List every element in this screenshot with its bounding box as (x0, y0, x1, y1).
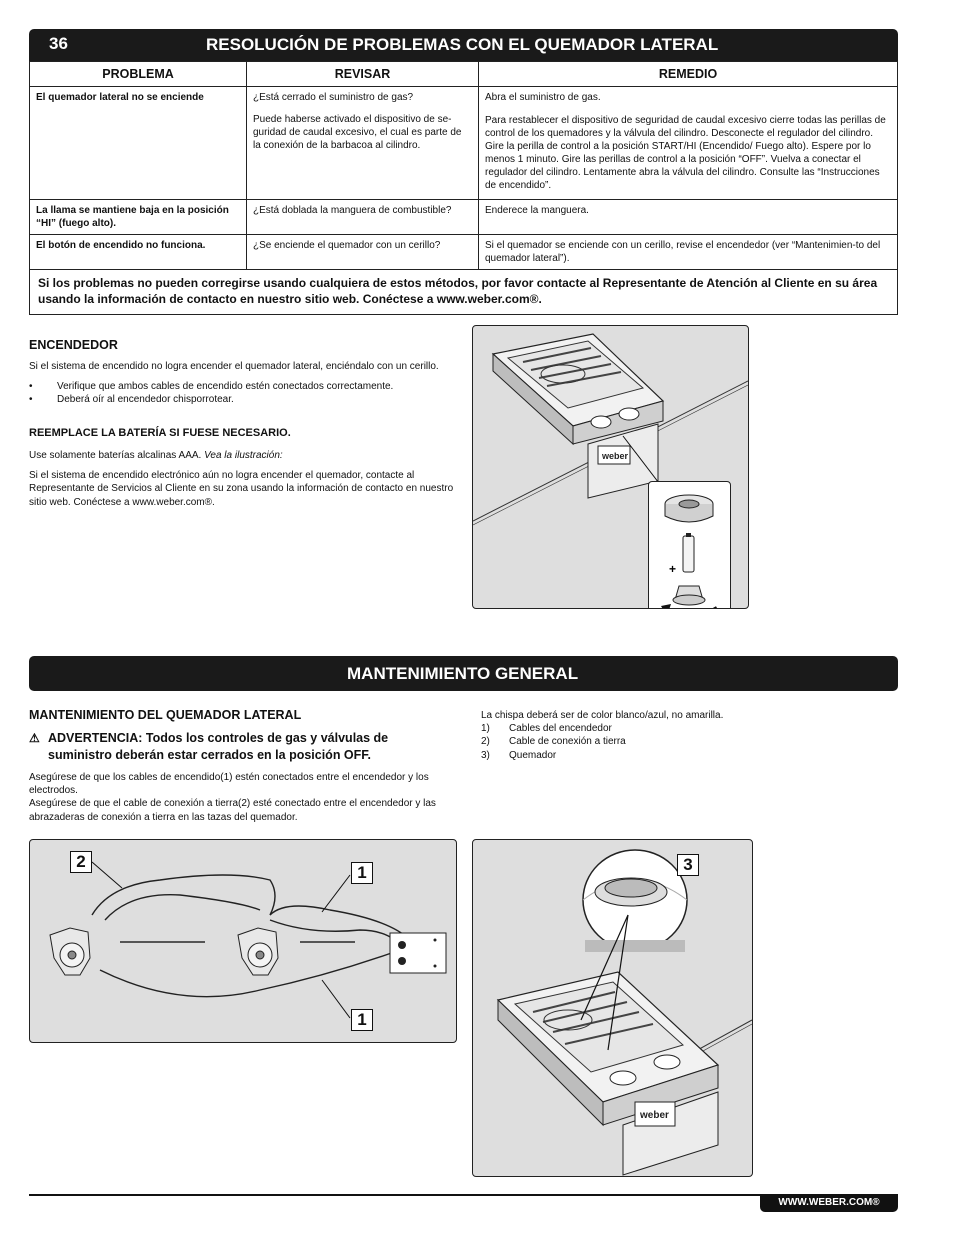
battery-heading: REEMPLACE LA BATERÍA SI FUESE NECESARIO. (29, 427, 291, 439)
table-row (30, 200, 898, 235)
header-bar (29, 29, 898, 61)
encendedor-body (29, 360, 454, 407)
column-header-revisar: REVISAR (247, 62, 479, 87)
encendedor-checklist (29, 380, 454, 406)
check-cell: ¿Se enciende el quemador con un cerillo? (247, 235, 479, 270)
page-title: RESOLUCIÓN DE PROBLEMAS CON EL QUEMADOR LATERAL (206, 35, 719, 54)
warning-icon: ⚠ (29, 731, 40, 745)
check-text: ¿Está cerrado el suministro de gas? (253, 92, 414, 104)
list-number: 3) (481, 749, 490, 761)
troubleshooting-table (29, 61, 898, 315)
check-cell (247, 87, 479, 200)
maintenance-body (29, 771, 459, 824)
table-row (30, 235, 898, 270)
contact-text: Si el sistema de encendido electrónico aún no logra encender el quemador, contacte al Representante de Servicios al Cliente en su zona usando la información de contacto en nuestro sitio web. Conéctese a www.weber.com®. (29, 470, 454, 508)
burner-figure (472, 839, 753, 1177)
list-item: • Deberá oír al encendedor chisporrotear. (29, 393, 454, 406)
table-row (30, 87, 898, 200)
spark-info (481, 709, 901, 762)
encendedor-heading: ENCENDEDOR (29, 338, 118, 352)
list-item: • Verifique que ambos cables de encendido estén conectados correctamente. (29, 380, 454, 393)
section-title: MANTENIMIENTO GENERAL (347, 664, 579, 683)
see-illustration: Vea la ilustración: (204, 450, 283, 461)
side-burner-battery-figure (472, 325, 749, 609)
section-bar-mantenimiento (29, 656, 898, 691)
list-number: 2) (481, 736, 490, 748)
callout-ground-wire: 2 (70, 851, 92, 873)
problem-cell: La llama se mantiene baja en la posición “HI” (fuego alto). (30, 200, 247, 235)
column-header-problema: PROBLEMA (30, 62, 247, 87)
spark-text: La chispa deberá ser de color blanco/azul, no amarilla. (481, 710, 724, 721)
problem-cell: El botón de encendido no funciona. (30, 235, 247, 270)
battery-instruction: Use solamente baterías alcalinas AAA. (29, 450, 202, 461)
warning-text: ADVERTENCIA: Todos los controles de gas y válvulas de suministro deberán estar cerrados en la posición OFF. (48, 731, 389, 762)
encendedor-intro: Si el sistema de encendido no logra encender el quemador lateral, enciéndalo con un cerillo. (29, 361, 439, 372)
callout-ignition-wire: 1 (351, 862, 373, 884)
list-item (481, 722, 901, 735)
table-footer-row (30, 270, 898, 315)
list-label: Cables del encendedor (509, 723, 612, 735)
callout-ignition-wire: 1 (351, 1009, 373, 1031)
remedy-cell: Si el quemador se enciende con un cerillo, revise el encendedor (ver “Mantenimien-to del quemador lateral”). (479, 235, 898, 270)
callout-burner: 3 (677, 854, 699, 876)
battery-replacement-illustration (649, 482, 730, 609)
list-item (481, 735, 901, 748)
check-text: Puede haberse activado el dispositivo de se-guridad de caudal excesivo, el cual es parte de la conexión de la barbacoa al cilindro. (253, 114, 462, 152)
brand-label: weber (640, 1110, 669, 1121)
page-number: 36 (49, 34, 68, 53)
column-header-remedio: REMEDIO (479, 62, 898, 87)
wiring-figure (29, 839, 457, 1043)
table-header-row (30, 62, 898, 87)
battery-inset (648, 481, 731, 609)
list-item (481, 749, 901, 762)
ignition-wiring-illustration (30, 840, 456, 1042)
plus-icon: + (669, 562, 677, 576)
warning-block (29, 730, 449, 764)
side-burner-closeup-illustration (473, 840, 752, 1176)
remedy-text: Abra el suministro de gas. (485, 92, 601, 104)
problem-cell: El quemador lateral no se enciende (30, 87, 247, 200)
check-cell: ¿Está doblada la manguera de combustible? (247, 200, 479, 235)
list-label: Quemador (509, 749, 557, 761)
ground-wire-note: Asegúrese de que el cable de conexión a tierra(2) esté conectado entre el encendedor y las abrazaderas de conexión a tierra en las tazas del quemador. (29, 798, 436, 823)
list-number: 1) (481, 723, 490, 735)
remedy-cell: Enderece la manguera. (479, 200, 898, 235)
list-label: Cable de conexión a tierra (509, 736, 626, 748)
remedy-cell (479, 87, 898, 200)
battery-text (29, 449, 454, 462)
battery-body (29, 449, 454, 509)
brand-label: weber (602, 451, 629, 461)
footer-url[interactable]: WWW.WEBER.COM® (760, 1194, 898, 1212)
ignition-wire-note: Asegúrese de que los cables de encendido(1) estén conectados entre el encendedor y los electrodos. (29, 772, 429, 797)
remedy-text: Para restablecer el dispositivo de seguridad de caudal excesivo cierre todas las perillas de control de los quemadores y la válvula del cilindro. Desconecte el regulador del cilindro. Gire la perilla de control a la posición START/HI (Encendido/ Fuego alto). Espere por lo menos 1 minuto. Gire las perillas de control a la posición “OFF”. Vuelva a conectar el regulador del cilindro. Lentamente abra la válvula del cilindro. Consulte las “Instrucciones de encendido”. (485, 115, 886, 192)
maintenance-heading: MANTENIMIENTO DEL QUEMADOR LATERAL (29, 708, 302, 722)
contact-note: Si los problemas no pueden corregirse usando cualquiera de estos métodos, por favor contacte al Representante de Atención al Cliente en su área usando la información de contacto en nuestro sitio web. Conéctese a www.weber.com®. (30, 270, 898, 315)
parts-list (481, 722, 901, 762)
